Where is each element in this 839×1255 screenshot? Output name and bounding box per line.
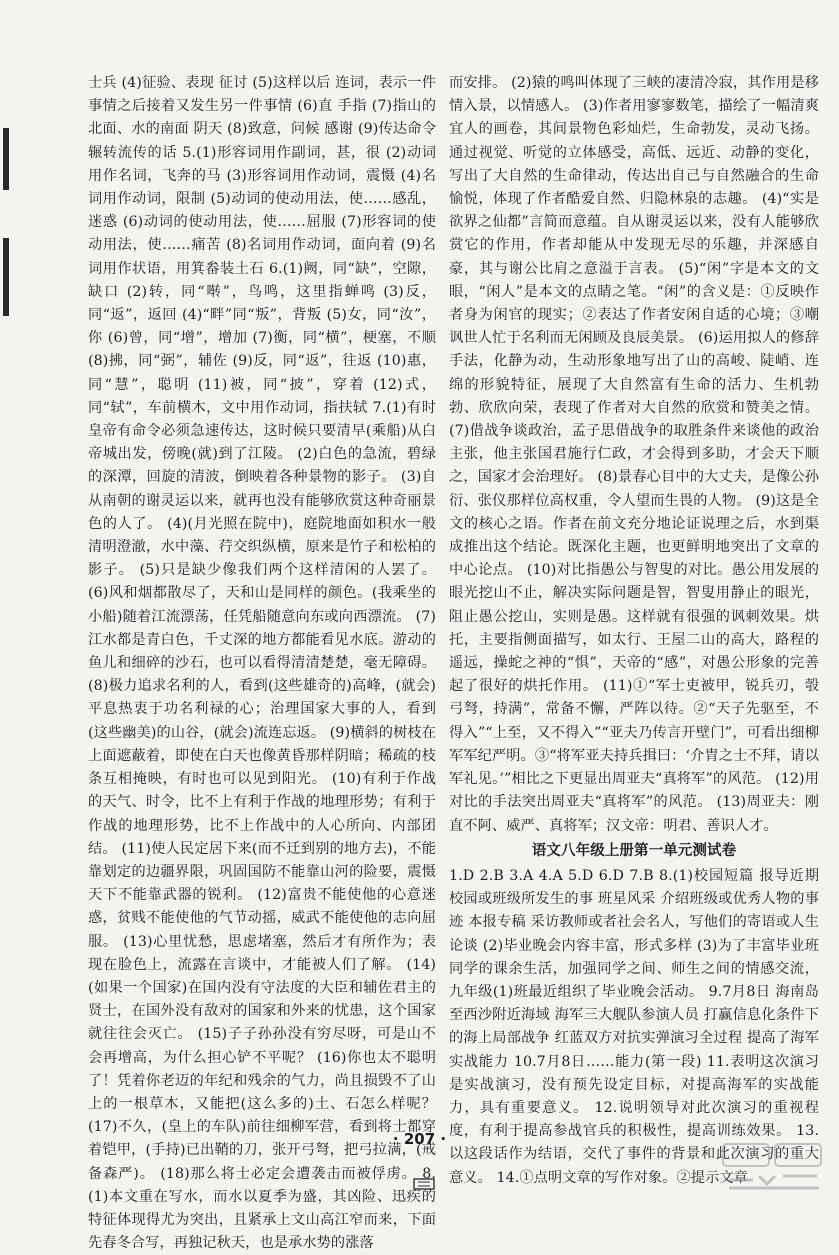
edge-binding-mark: [3, 128, 9, 190]
right-column: [449, 72, 819, 1190]
right-column-text-continued: 而安排。 (2)猿的鸣叫体现了三峡的凄清冷寂，其作用是移情入景，以情感人。 (3)作者用寥寥数笔，描绘了一幅清爽宜人的画卷，其间景物色彩灿烂，生命勃发，灵动飞扬。通过视觉、听觉的立体感受，高低、远近、动静的变化，写出了大自然的生命律动，传达出自己与自然融合的生命愉悦，体现了作者酷爱自然、归隐林泉的志趣。 (4)“实是欲界之仙都”言简而意蕴。自从谢灵运以来，没有人能够欣赏它的作用，作者却能从中发现无尽的乐趣，并深感自豪，其与谢公比肩之意溢于言表。 (5)“闲”字是本文的文眼，“闲人”是本文的点睛之笔。“闲”的含义是：①反映作者身为闲官的现实；②表达了作者安闲自适的心境；③嘲讽世人忙于名利而无闲顾及良辰美景。 (6)运用拟人的修辞手法，化静为动，生动形象地写出了山的高峻、陡峭、连绵的形貌特征，展现了大自然富有生命的活力、生机勃勃、欣欣向荣，表现了作者对大自然的欣赏和赞美之情。 (7)借战争谈政治，孟子思借战争的取胜条件来谈他的政治主张，他主张国君施行仁政，才会得到多助，才会天下顺之，国家才会治理好。 (8)景春心目中的大丈夫，是像公孙衍、张仪那样位高权重，令人望而生畏的人物。 (9)这是全文的核心之语。作者在前文充分地论证说理之后，水到渠成推出这个结论。既深化主题，也更鲜明地突出了文章的中心论点。 (10)对比指愚公与智叟的对比。愚公用发展的眼光挖山不止，解决实际问题是智，智叟用静止的眼光，阻止愚公挖山，实则是愚。这样就有很强的讽刺效果。烘托，主要指侧面描写，如太行、王屋二山的高大，路程的遥远，操蛇之神的“惧”，天帝的“感”，对愚公形象的完善起了很好的烘托作用。 (11)①“军士吏被甲，锐兵刃，彀弓弩，持满”，常备不懈，严阵以待。②“天子先驱至，不得入”“上至，又不得入”“亚夫乃传言开壁门”，可看出细柳军军纪严明。③“将军亚夫持兵揖曰：‘介胄之士不拜，请以军礼见。’”相比之下更显出周亚夫“真将军”的风范。 (12)用对比的手法突出周亚夫“真将军”的风范。 (13)周亚夫：刚直不阿、威严、真将军；汉文帝：明君、善识人才。: [449, 75, 819, 834]
footer-ornament-icon: [412, 1176, 436, 1192]
left-column-text: 士兵 (4)征验、表现 征讨 (5)这样以后 连词，表示一件事情之后接着又发生另一件事情 (6)直 手指 (7)指山的北面、水的南面 阴天 (8)致意，问候 感谢 (9)传达命令 辗转流传的话 5.(1)形容词用作副词，甚，很 (2)动词用作名词，飞奔的马 (3)形容词用作动词，震慑 (4)名词用作动词，限制 (5)动词的使动用法，使……感乱，迷惑 (6)动词的使动用法，使……屈服 (7)形容词的使动用法，使……痛苦 (8)名词用作动词，面向着 (9)名词用作状语，用箕畚装土石 6.(1)阙，同“缺”，空隙，缺口 (2)转，同“啭”，鸟鸣，这里指蝉鸣 (3)反，同“返”，返回 (4)“畔”同“叛”，背叛 (5)女，同“汝”，你 (6)曾，同“增”，增加 (7)衡，同“横”，梗塞，不顺 (8)拂，同“弼”，辅佐 (9)反，同“返”，往返 (10)惠，同“慧”，聪明 (11)被，同“披”，穿着 (12)式，同“轼”，车前横木，文中用作动词，指扶轼 7.(1)有时皇帝有命令必须急速传达，这时候只要清早(乘船)从白帝城出发，傍晚(就)到了江陵。 (2)白色的急流，碧绿的深潭，回旋的清波，倒映着各种景物的影子。 (3)自从南朝的谢灵运以来，就再也没有能够欣赏这种奇丽景色的人了。 (4)(月光照在院中)，庭院地面如积水一般清明澄澈，水中藻、荇交织纵横，原来是竹子和松柏的影子。 (5)只是缺少像我们两个这样清闲的人罢了。 (6)风和烟都散尽了，天和山是同样的颜色。(我乘坐的小船)随着江流漂荡，任凭船随意向东或向西漂流。 (7)江水都是青白色，千丈深的地方都能看见水底。游动的鱼儿和细碎的沙石，也可以看得清清楚楚，毫无障碍。 (8)极力追求名利的人，看到(这些雄奇的)高峰，(就会)平息热衷于功名利禄的心；治理国家大事的人，看到(这些幽美)的山谷，(就会)流连忘返。 (9)横斜的树枝在上面遮蔽着，即使在白天也像黄昏那样阴暗；稀疏的枝条互相掩映，有时也可以见到阳光。 (10)有利于作战的天气、时令，比不上有利于作战的地理形势；有利于作战的地理形势，比不上作战中的人心所向、内部团结。 (11)使人民定居下来(而不迁到别的地方去)，不能靠划定的边疆界限，巩固国防不能靠山河的险要，震慑天下不能靠武器的锐利。 (12)富贵不能使他的心意迷惑，贫贱不能使他的气节动摇，威武不能使他的志向屈服。 (13)心里忧愁，思虑堵塞，然后才有所作为；表现在脸色上，流露在言谈中，才能被人们了解。 (14)(如果一个国家)在国内没有守法度的大臣和辅佐君主的贤士，在国外没有敌对的国家和外来的忧患，这个国家就往往会灭亡。 (15)子子孙孙没有穷尽呀，可是山不会再增高，为什么担心铲不平呢？ (16)你也太不聪明了！凭着你老迈的年纪和残余的气力，尚且损毁不了山上的一根草木，又能把(这么多的)土、石怎么样呢？ (17)不久，(皇上的车队)前往细柳军营，看到将士都穿着铠甲，(手持)已出鞘的刀，张开弓弩，把弓拉满，(戒备森严)。 (18)那么将士必定会遭袭击而被俘虏。 8.(1)本文重在写水，而水以夏季为盛，其凶险、迅疾的特征体现得尤为突出，且紧承上文山高江窄而来，下面先春冬合写，再独记秋天，也是承水势的涨落: [88, 75, 436, 1252]
watermark-logo-icon: [719, 1140, 829, 1196]
page-number: · 207 ·: [392, 1130, 447, 1148]
section-heading: 语文八年级上册第一单元测试卷: [531, 842, 737, 859]
left-column: [88, 72, 436, 1255]
unit-test-answers: 1.D 2.B 3.A 4.A 5.D 6.D 7.B 8.(1)校园短篇 报导近期校园或班级所发生的事 班星风采 介绍班级或优秀人物的事迹 本报专稿 采访教师或者社会名人，写他们的寄语或人生论谈 (2)毕业晚会内容丰富，形式多样 (3)为了丰富毕业班同学的课余生活，加强同学之间、师生之间的情感交流，九年级(1)班最近组织了毕业晚会活动。 9.7月8日 海南岛至西沙附近海域 海军三大舰队参演人员 打赢信息化条件下的海上局部战争 红蓝双方对抗实弹演习全过程 提高了海军实战能力 10.7月8日……能力(第一段) 11.表明这次演习是实战演习，没有预先设定目标，对提高海军的实战能力，具有重要意义。 12.说明领导对此次演习的重视程度，有利于提高参战官兵的积极性，提高训练效果。 13.以这段话作为结语，交代了事件的背景和此次演习的重大意义。 14.①点明文章的写作对象。②提示文章: [449, 867, 819, 1186]
edge-binding-mark: [3, 238, 9, 316]
